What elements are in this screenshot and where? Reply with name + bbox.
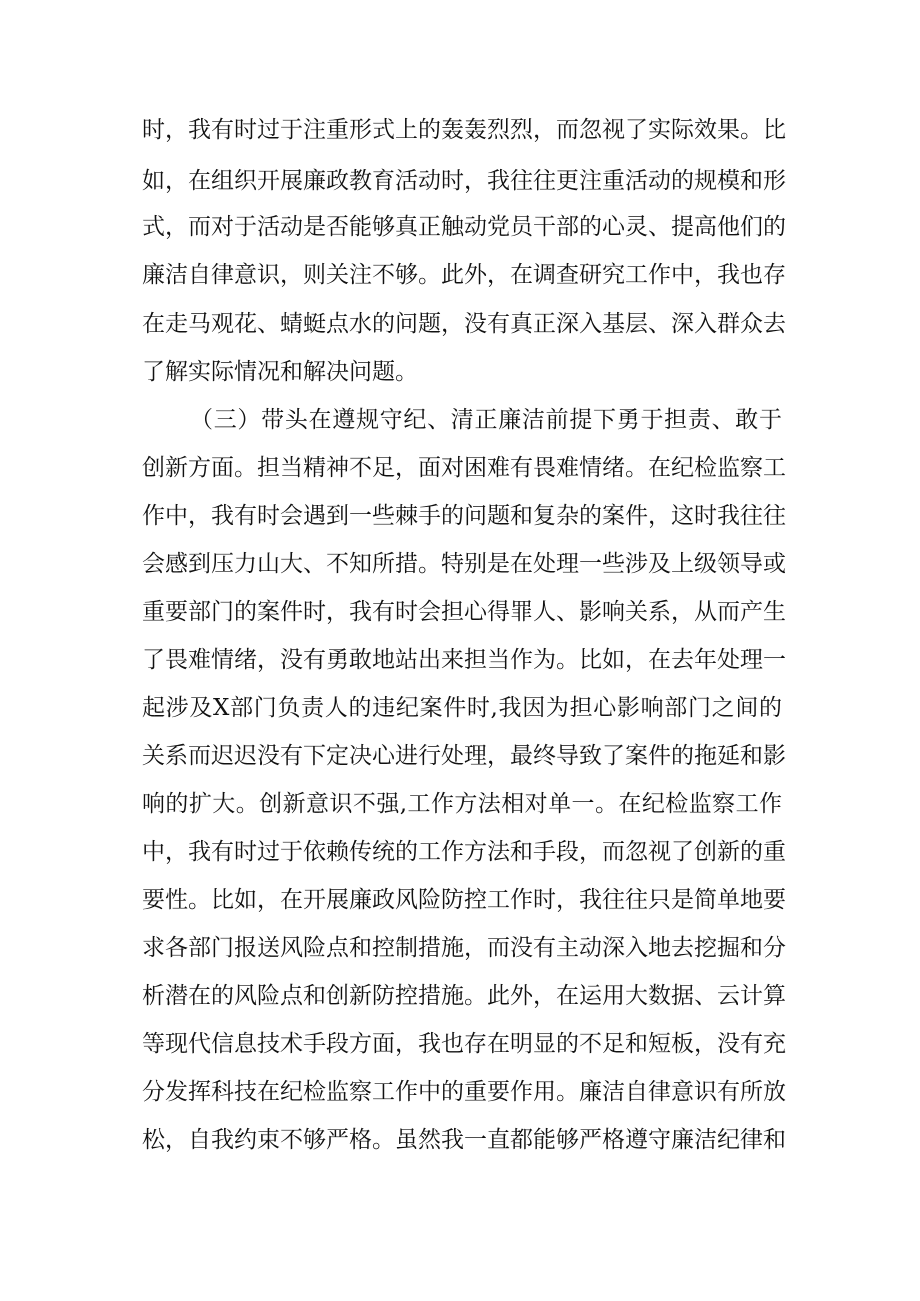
text-line: 求各部门报送风险点和控制措施，而没有主动深入地去挖掘和分 [142, 935, 786, 961]
text-line: 式，而对于活动是否能够真正触动党员干部的心灵、提高他们的 [142, 214, 786, 240]
text-line: 析潜在的风险点和创新防控措施。此外，在运用大数据、云计算 [142, 983, 786, 1009]
text-line: 中，我有时过于依赖传统的工作方法和手段，而忽视了创新的重 [142, 839, 786, 865]
section-heading-line: （三）带头在遵规守纪、清正廉洁前提下勇于担责、敢于 [190, 407, 782, 433]
text-line: 松，自我约束不够严格。虽然我一直都能够严格遵守廉洁纪律和 [142, 1127, 786, 1153]
text-line: 了解实际情况和解决问题。 [142, 359, 418, 385]
text-line: 要性。比如，在开展廉政风险防控工作时，我往往只是简单地要 [142, 887, 786, 913]
text-line: 关系而迟迟没有下定决心进行处理，最终导致了案件的拖延和影 [142, 743, 786, 769]
text-line: 时，我有时过于注重形式上的轰轰烈烈，而忽视了实际效果。比 [142, 117, 786, 143]
text-line: 起涉及X部门负责人的违纪案件时,我因为担心影响部门之间的 [142, 695, 782, 721]
text-line: 了畏难情绪，没有勇敢地站出来担当作为。比如，在去年处理一 [142, 647, 786, 673]
text-line: 等现代信息技术手段方面，我也存在明显的不足和短板，没有充 [142, 1031, 786, 1057]
text-line: 创新方面。担当精神不足，面对困难有畏难情绪。在纪检监察工 [142, 455, 786, 481]
text-line: 响的扩大。创新意识不强,工作方法相对单一。在纪检监察工作 [142, 791, 782, 817]
text-line: 会感到压力山大、不知所措。特别是在处理一些涉及上级领导或 [142, 551, 786, 577]
text-line: 在走马观花、蜻蜓点水的问题，没有真正深入基层、深入群众去 [142, 311, 786, 337]
text-line: 如，在组织开展廉政教育活动时，我往往更注重活动的规模和形 [142, 168, 786, 194]
text-line: 作中，我有时会遇到一些棘手的问题和复杂的案件，这时我往往 [142, 503, 786, 529]
text-line: 重要部门的案件时，我有时会担心得罪人、影响关系，从而产生 [142, 599, 786, 625]
text-line: 分发挥科技在纪检监察工作中的重要作用。廉洁自律意识有所放 [142, 1079, 786, 1105]
text-line: 廉洁自律意识，则关注不够。此外，在调查研究工作中，我也存 [142, 262, 786, 288]
